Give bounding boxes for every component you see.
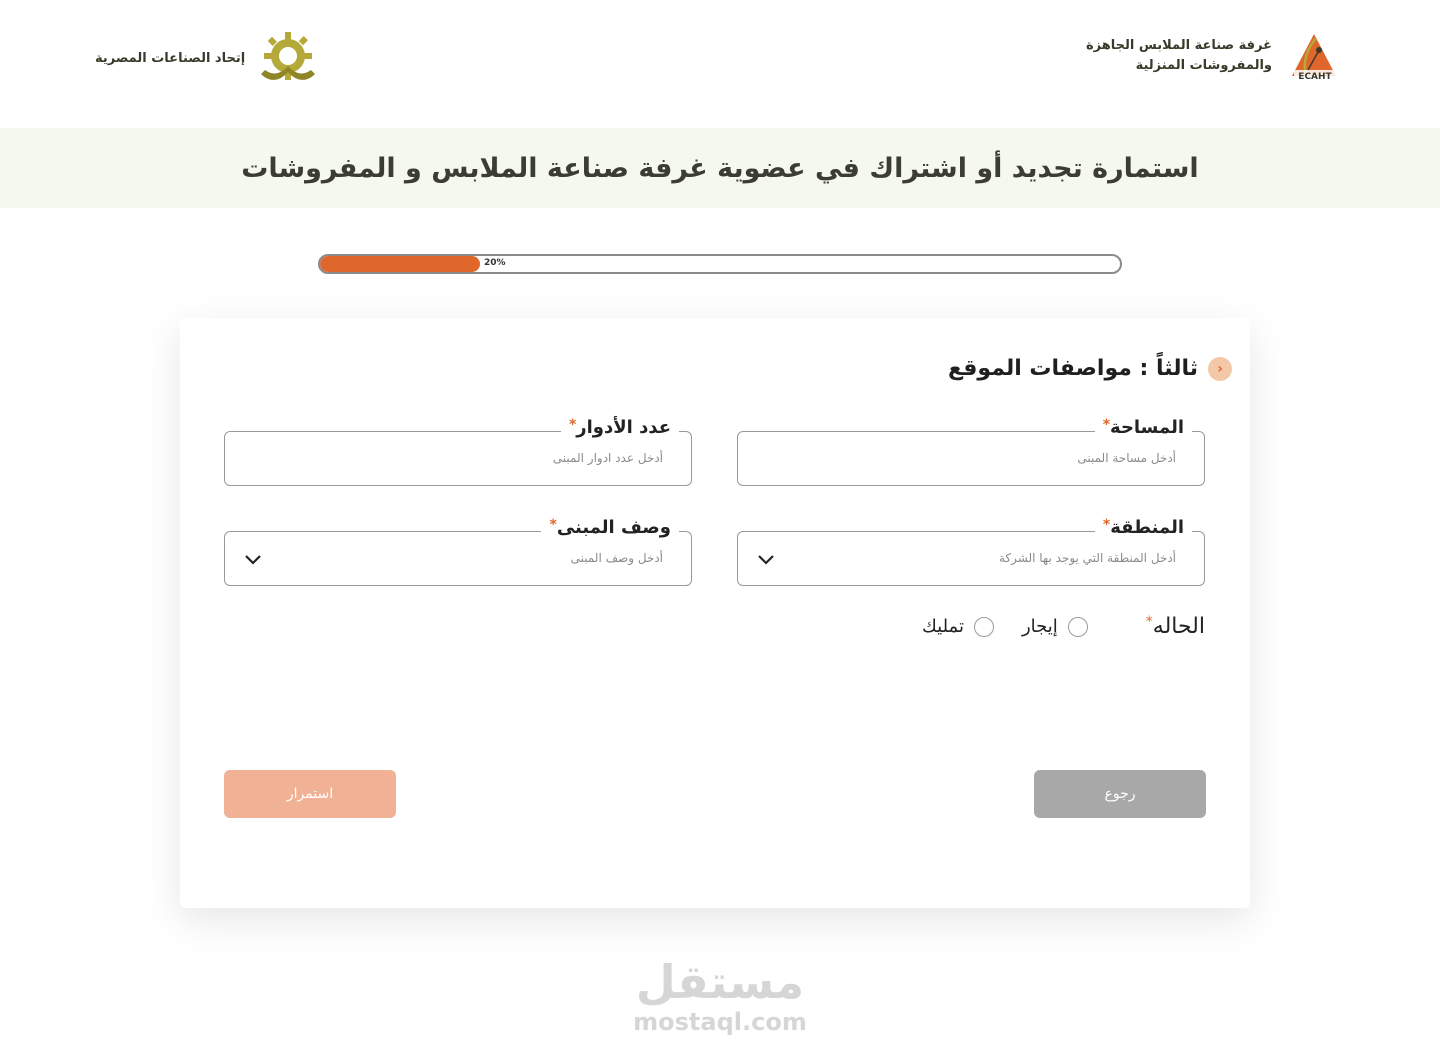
region-placeholder: أدخل المنطقة التي يوجد بها الشركة [998, 551, 1176, 565]
status-label: الحاله* [1145, 614, 1205, 639]
progress-label: 20% [484, 258, 506, 268]
building-desc-label: وصف المبنى* [541, 517, 679, 538]
building-desc-select[interactable] [224, 517, 692, 586]
chamber-name [1086, 36, 1272, 76]
radio-rent-circle[interactable] [1068, 617, 1088, 637]
area-field[interactable] [737, 417, 1205, 486]
federation-name: إتحاد الصناعات المصرية [95, 50, 246, 66]
radio-ownership-label: تمليك [921, 616, 964, 637]
back-button[interactable]: رجوع [1034, 770, 1206, 818]
federation-gear-logo [257, 30, 319, 86]
form-title: استمارة تجديد أو اشتراك في عضوية غرفة صناعة الملابس و المفروشات [241, 152, 1199, 184]
section-title: ثالثاً : مواصفات الموقع [948, 356, 1198, 381]
chamber-brand[interactable] [1086, 30, 1340, 82]
building-desc-placeholder: أدخل وصف المبنى [570, 551, 663, 565]
watermark-english: mostaql.com [633, 1008, 807, 1036]
watermark-arabic: مستقل [635, 955, 805, 1009]
header [0, 0, 1440, 128]
chamber-name-line2: والمفروشات المنزلية [1135, 58, 1272, 73]
area-label: المساحة* [1095, 417, 1192, 438]
floors-label: عدد الأدوار* [561, 417, 679, 438]
chevron-down-icon[interactable] [756, 549, 776, 569]
form-card [180, 318, 1250, 908]
chevron-left-icon[interactable]: ‹ [1208, 357, 1232, 381]
floors-field[interactable] [224, 417, 692, 486]
region-select[interactable] [737, 517, 1205, 586]
radio-rent[interactable] [1022, 616, 1088, 637]
title-band [0, 128, 1440, 208]
continue-button[interactable]: استمرار [224, 770, 396, 818]
progress-bar [318, 254, 1122, 274]
progress-fill [320, 256, 480, 272]
chamber-logo [1288, 30, 1340, 82]
federation-brand[interactable] [95, 30, 319, 86]
floors-placeholder: أدخل عدد ادوار المبنى [552, 451, 663, 465]
radio-ownership[interactable] [922, 616, 994, 637]
status-group [894, 614, 1205, 639]
chamber-logo-text: ECAHT [1298, 72, 1332, 82]
watermark [620, 955, 820, 1035]
radio-rent-label: إيجار [1021, 616, 1058, 637]
area-placeholder: أدخل مساحة المبنى [1077, 451, 1176, 465]
chamber-name-line1: غرفة صناعة الملابس الجاهزة [1086, 38, 1272, 53]
radio-ownership-circle[interactable] [974, 617, 994, 637]
chevron-down-icon[interactable] [243, 549, 263, 569]
region-label: المنطقة* [1095, 517, 1192, 538]
section-header [948, 356, 1232, 381]
